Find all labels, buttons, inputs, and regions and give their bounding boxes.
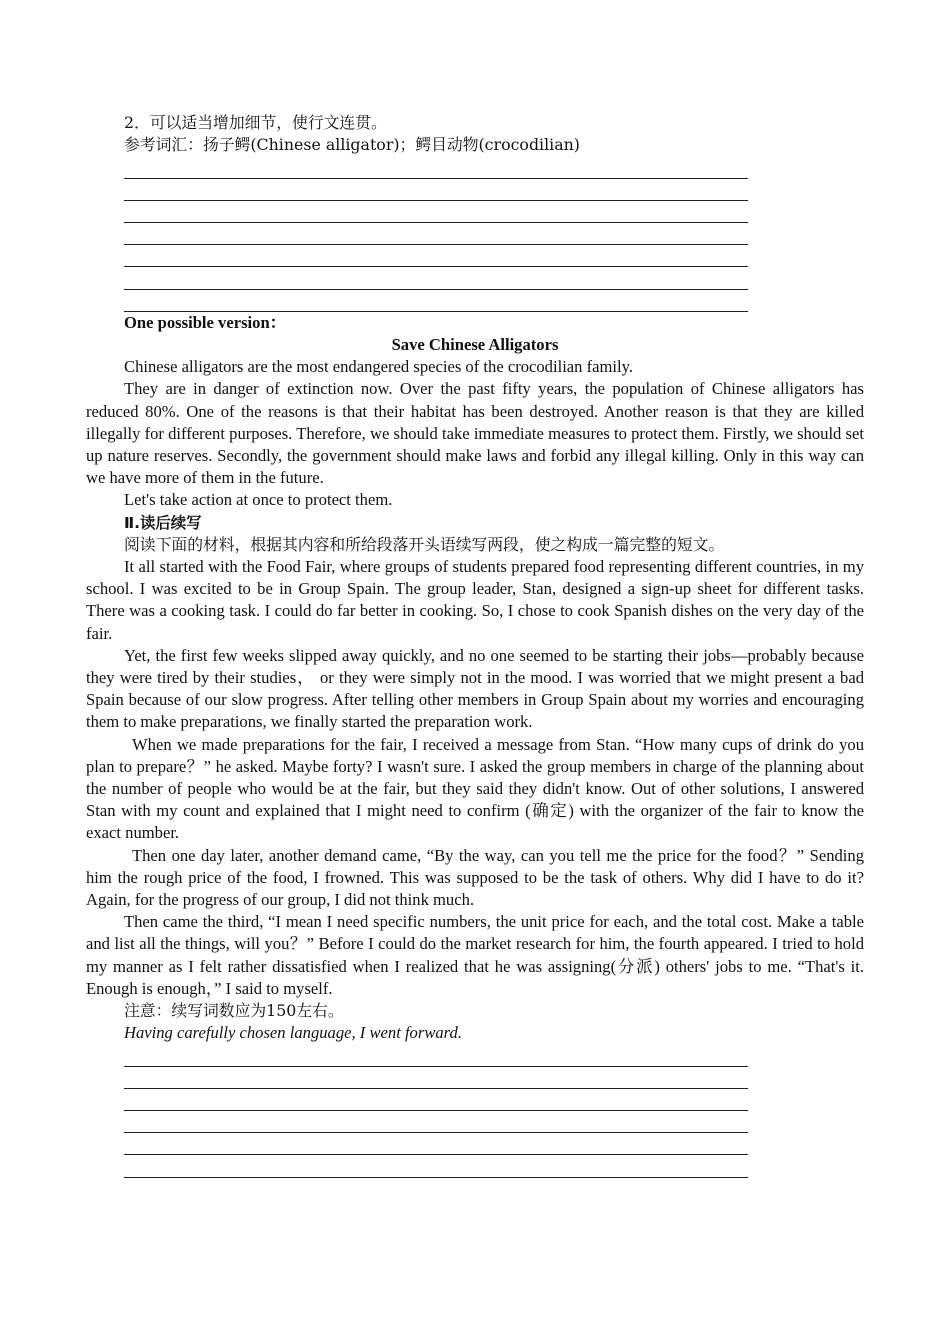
passage-paragraph: When we made preparations for the fair, I received a message from Stan. “How many cups of drink do you plan to prepare？” he asked. Maybe forty? I wasn't sure. I asked the group members in charge of the planning about the number of people who would be at the fair, but they said they didn't know. Out of other solutions, I answered Stan with my count and explained that I might need to confirm (确定) with the organizer of the fair to know the exact number.: [86, 734, 864, 843]
passage-paragraph: Yet, the first few weeks slipped away quickly, and no one seemed to be starting their jobs—probably because they were tired by their studies， or they were simply not in the mood. I was worried that we might present a bad Spain because of our slow progress. After telling other members in Group Spain about my worries and encouraging them to make preparations, we finally started the preparation work.: [86, 645, 864, 732]
passage-paragraph: Then came the third, “I mean I need specific numbers, the unit price for each, and the total cost. Make a table and list all the things, will you？” Before I could do the market research for him, the fourth appeared. I tried to hold my manner as I felt rather dissatisfied when I realized that he was assigning(分派) others' jobs to me. “That's it. Enough is enough，” I said to myself.: [86, 912, 864, 998]
section-instruction: 阅读下面的材料，根据其内容和所给段落开头语续写两段，使之构成一篇完整的短文。: [124, 534, 725, 554]
document-page: [86, 112, 864, 1178]
writing-line[interactable]: [124, 179, 748, 201]
writing-line[interactable]: [124, 1044, 748, 1066]
sample-paragraph: They are in danger of extinction now. Over the past fifty years, the population of Chinese alligators has reduced 80%. One of the reasons is that their habitat has been destroyed. Another reason is that they are killed illegally for different purposes. Therefore, we should take immediate measures to protect them. Firstly, we should set up nature reserves. Secondly, the government should make laws and forbid any illegal killing. Only in this way can we have more of them in the future.: [86, 379, 864, 488]
writing-line[interactable]: [124, 1089, 748, 1111]
requirement-2: 2．可以适当增加细节，使行文连贯。: [124, 113, 387, 132]
writing-line[interactable]: [124, 290, 748, 312]
writing-line[interactable]: [124, 245, 748, 267]
sample-paragraph: Let's take action at once to protect them.: [124, 490, 393, 510]
writing-lines-task1[interactable]: [124, 156, 748, 311]
writing-line[interactable]: [124, 156, 748, 178]
writing-lines-task2[interactable]: [124, 1044, 748, 1177]
passage-paragraph: It all started with the Food Fair, where groups of students prepared food representing different countries, in my school. I was excited to be in Group Spain. The group leader, Stan, designed a sign-up sheet for different tasks. There was a cooking task. I could do far better in cooking. So, I chose to cook Spanish dishes on the very day of the fair.: [86, 556, 864, 643]
writing-line[interactable]: [124, 223, 748, 245]
sample-label: One possible version：: [124, 312, 287, 332]
writing-line[interactable]: [124, 1067, 748, 1089]
reference-vocabulary: 参考词汇：扬子鳄(Chinese alligator)；鳄目动物(crocodilian): [124, 135, 580, 155]
paragraph-starter: Having carefully chosen language, I went forward.: [124, 1023, 462, 1043]
writing-line[interactable]: [124, 1133, 748, 1155]
writing-line[interactable]: [124, 201, 748, 223]
section-heading: Ⅱ.读后续写: [124, 513, 202, 532]
sample-title: Save Chinese Alligators: [391, 334, 559, 354]
word-count-note: 注意：续写词数应为150左右。: [124, 1001, 344, 1021]
writing-line[interactable]: [124, 267, 748, 289]
writing-line[interactable]: [124, 1111, 748, 1133]
writing-line[interactable]: [124, 1155, 748, 1177]
sample-paragraph: Chinese alligators are the most endangered species of the crocodilian family.: [124, 357, 634, 377]
passage-paragraph: Then one day later, another demand came, “By the way, can you tell me the price for the food？” Sending him the rough price of the food, I frowned. This was supposed to be the task of others. Why did I have to do it? Again, for the progress of our group, I did not think much.: [86, 845, 864, 909]
